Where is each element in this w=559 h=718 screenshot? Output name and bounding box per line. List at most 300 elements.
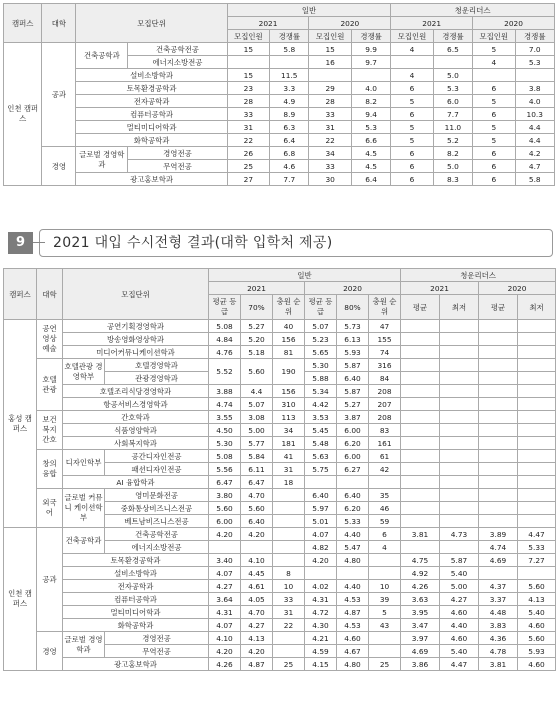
- value-cell: 5.33: [337, 515, 369, 528]
- value-cell: 4.5: [351, 147, 390, 160]
- value-cell: 4.02: [305, 580, 337, 593]
- unit-cell: 경영전공: [128, 147, 227, 160]
- value-cell: 43: [369, 619, 401, 632]
- value-cell: [440, 437, 479, 450]
- value-cell: 33: [227, 108, 269, 121]
- value-cell: [518, 463, 556, 476]
- col-2021: 2021: [227, 17, 309, 30]
- value-cell: [433, 56, 472, 69]
- value-cell: 3.88: [209, 385, 241, 398]
- value-cell: 6.4: [270, 134, 309, 147]
- value-cell: 6.8: [270, 147, 309, 160]
- col-2021: 2021: [401, 282, 479, 295]
- unit-cell: 무역전공: [105, 645, 209, 658]
- value-cell: [518, 515, 556, 528]
- unit-cell: 항공서비스경영학과: [63, 398, 209, 411]
- value-cell: 23: [227, 82, 269, 95]
- value-cell: 6.20: [337, 502, 369, 515]
- table-row: [4, 43, 555, 56]
- table-row: [4, 82, 555, 95]
- unit-cell: 미디어커뮤니케이션학과: [63, 346, 209, 359]
- value-cell: 9.4: [351, 108, 390, 121]
- campus-cell: 홍성 캠퍼스: [4, 320, 37, 528]
- value-cell: 4.60: [440, 606, 479, 619]
- value-cell: 5.27: [337, 398, 369, 411]
- college-cell: 외국 어: [37, 489, 63, 528]
- value-cell: 4.78: [479, 645, 518, 658]
- value-cell: 4.70: [241, 606, 273, 619]
- col-rate: 경쟁률: [270, 30, 309, 43]
- value-cell: 5: [391, 121, 433, 134]
- value-cell: [518, 567, 556, 580]
- table-row: [4, 359, 556, 372]
- value-cell: [440, 411, 479, 424]
- value-cell: 3.40: [209, 554, 241, 567]
- unit-cell: 영미문화전공: [105, 489, 209, 502]
- unit-cell: 중화통상비즈니스전공: [105, 502, 209, 515]
- value-cell: 4.50: [209, 424, 241, 437]
- value-cell: [479, 333, 518, 346]
- value-cell: [479, 372, 518, 385]
- value-cell: 6.5: [433, 43, 472, 56]
- value-cell: 5.20: [241, 333, 273, 346]
- value-cell: [440, 398, 479, 411]
- value-cell: 6.6: [351, 134, 390, 147]
- table-row: [4, 134, 555, 147]
- value-cell: [401, 502, 440, 515]
- value-cell: 33: [309, 108, 351, 121]
- unit-cell: 멀티미디어학과: [63, 606, 209, 619]
- value-cell: [309, 69, 351, 82]
- value-cell: 6.40: [337, 489, 369, 502]
- group-cell: 글로벌 커뮤니 케이션학부: [63, 489, 105, 528]
- value-cell: [401, 515, 440, 528]
- value-cell: [440, 372, 479, 385]
- value-cell: 5: [369, 606, 401, 619]
- value-cell: 4: [369, 541, 401, 554]
- unit-cell: 호텔경영학과: [105, 359, 209, 372]
- table-row: [4, 108, 555, 121]
- college-cell: 보건 복지 간호: [37, 411, 63, 450]
- value-cell: 5.3: [351, 121, 390, 134]
- table-row: [4, 398, 556, 411]
- col-unit: 모집단위: [63, 269, 209, 320]
- value-cell: 4.53: [337, 619, 369, 632]
- value-cell: 4.61: [241, 580, 273, 593]
- table-row: [4, 528, 556, 541]
- value-cell: 33: [273, 593, 305, 606]
- unit-cell: 베트남비즈니스전공: [105, 515, 209, 528]
- value-cell: 5.60: [209, 502, 241, 515]
- value-cell: 59: [369, 515, 401, 528]
- table-row: [4, 450, 556, 463]
- value-cell: [440, 502, 479, 515]
- value-cell: 4.2: [515, 147, 554, 160]
- value-cell: 4.69: [479, 554, 518, 567]
- value-cell: 4.60: [337, 632, 369, 645]
- unit-cell: 간호학과: [63, 411, 209, 424]
- value-cell: 5: [473, 43, 515, 56]
- value-cell: 161: [369, 437, 401, 450]
- table-row: [4, 69, 555, 82]
- value-cell: 6: [473, 147, 515, 160]
- value-cell: 31: [309, 121, 351, 134]
- table-row: [4, 606, 556, 619]
- value-cell: [479, 463, 518, 476]
- value-cell: 4.20: [241, 528, 273, 541]
- table-row: [4, 554, 556, 567]
- value-cell: 47: [369, 320, 401, 333]
- col-2021: 2021: [391, 17, 473, 30]
- value-cell: [440, 424, 479, 437]
- value-cell: 4.27: [209, 580, 241, 593]
- value-cell: 29: [309, 82, 351, 95]
- value-cell: 4.20: [209, 645, 241, 658]
- group-cell: 건축공학과: [63, 528, 105, 554]
- value-cell: 5.45: [305, 424, 337, 437]
- value-cell: 41: [273, 450, 305, 463]
- value-cell: 156: [273, 333, 305, 346]
- value-cell: 9.7: [351, 56, 390, 69]
- value-cell: [518, 424, 556, 437]
- unit-cell: 광고홍보학과: [63, 658, 209, 671]
- college-cell: 경영: [37, 632, 63, 671]
- unit-cell: 방송영화영상학과: [63, 333, 209, 346]
- value-cell: 4.47: [440, 658, 479, 671]
- unit-cell: 토목환경공학과: [76, 82, 227, 95]
- value-cell: [337, 476, 369, 489]
- value-cell: [227, 56, 269, 69]
- unit-cell: 건축공학전공: [128, 43, 227, 56]
- value-cell: 4.20: [305, 554, 337, 567]
- value-cell: 74: [369, 346, 401, 359]
- value-cell: [273, 528, 305, 541]
- value-cell: 46: [369, 502, 401, 515]
- value-cell: 4.0: [351, 82, 390, 95]
- value-cell: 22: [309, 134, 351, 147]
- value-cell: 5.77: [241, 437, 273, 450]
- value-cell: 3.81: [479, 658, 518, 671]
- value-cell: 190: [273, 359, 305, 385]
- value-cell: [273, 632, 305, 645]
- unit-cell: 관광경영학과: [105, 372, 209, 385]
- value-cell: [401, 541, 440, 554]
- col-2020: 2020: [479, 282, 556, 295]
- value-cell: [479, 489, 518, 502]
- value-cell: 4: [473, 56, 515, 69]
- value-cell: 39: [369, 593, 401, 606]
- value-cell: [440, 333, 479, 346]
- value-cell: 35: [369, 489, 401, 502]
- value-cell: 4.92: [401, 567, 440, 580]
- unit-cell: 무역전공: [128, 160, 227, 173]
- col-campus: 캠퍼스: [4, 4, 42, 43]
- value-cell: 207: [369, 398, 401, 411]
- value-cell: 5.75: [305, 463, 337, 476]
- col-general: 일반: [209, 269, 401, 282]
- value-cell: [440, 515, 479, 528]
- table-row: [4, 173, 555, 186]
- value-cell: 4.07: [209, 567, 241, 580]
- value-cell: 5.18: [241, 346, 273, 359]
- value-cell: 25: [227, 160, 269, 173]
- value-cell: [401, 333, 440, 346]
- value-cell: 6: [473, 108, 515, 121]
- value-cell: 40: [273, 320, 305, 333]
- value-cell: 6: [391, 108, 433, 121]
- value-cell: 4.47: [518, 528, 556, 541]
- college-cell: 경영: [42, 147, 76, 186]
- table-row: [4, 632, 556, 645]
- value-cell: [241, 541, 273, 554]
- value-cell: [518, 411, 556, 424]
- value-cell: [518, 359, 556, 372]
- value-cell: 9.9: [351, 43, 390, 56]
- value-cell: 28: [309, 95, 351, 108]
- value-cell: 6: [473, 160, 515, 173]
- value-cell: 5.3: [515, 56, 554, 69]
- section-header: [3, 229, 555, 257]
- section-title: 2021 대입 수시전형 결과(대학 입학처 제공): [53, 235, 333, 251]
- value-cell: [440, 541, 479, 554]
- col-rank: 충원 순위: [273, 295, 305, 320]
- value-cell: [479, 320, 518, 333]
- table-row: [4, 147, 555, 160]
- unit-cell: 공연기획경영학과: [63, 320, 209, 333]
- value-cell: 5.8: [515, 173, 554, 186]
- value-cell: 5.87: [440, 554, 479, 567]
- value-cell: 5.00: [440, 580, 479, 593]
- value-cell: 3.95: [401, 606, 440, 619]
- value-cell: [401, 424, 440, 437]
- value-cell: 6.40: [305, 489, 337, 502]
- value-cell: 5.01: [305, 515, 337, 528]
- value-cell: 4.84: [209, 333, 241, 346]
- col-gold: 청운리더스: [391, 4, 555, 17]
- value-cell: 11.0: [433, 121, 472, 134]
- results-table-top: [3, 3, 555, 186]
- unit-cell: 컴퓨터공학과: [76, 108, 227, 121]
- value-cell: 5.63: [305, 450, 337, 463]
- value-cell: [305, 476, 337, 489]
- value-cell: [401, 320, 440, 333]
- college-cell: 호텔 관광: [37, 359, 63, 411]
- value-cell: 25: [369, 658, 401, 671]
- unit-cell: 사회복지학과: [63, 437, 209, 450]
- value-cell: 10: [273, 580, 305, 593]
- value-cell: 208: [369, 411, 401, 424]
- value-cell: 4.74: [479, 541, 518, 554]
- col-rank: 충원 순위: [369, 295, 401, 320]
- table-row: [4, 411, 556, 424]
- unit-cell: 패션디자인전공: [105, 463, 209, 476]
- value-cell: [401, 450, 440, 463]
- value-cell: [479, 515, 518, 528]
- value-cell: 4.73: [440, 528, 479, 541]
- value-cell: 6.00: [337, 450, 369, 463]
- value-cell: 6: [369, 528, 401, 541]
- value-cell: [479, 476, 518, 489]
- group-cell: 글로벌 경영학과: [76, 147, 128, 173]
- col-80pct: 80%: [337, 295, 369, 320]
- value-cell: 6.4: [351, 173, 390, 186]
- value-cell: 4.9: [270, 95, 309, 108]
- col-2021: 2021: [209, 282, 305, 295]
- value-cell: 4.60: [518, 658, 556, 671]
- value-cell: 16: [309, 56, 351, 69]
- value-cell: 4.76: [209, 346, 241, 359]
- value-cell: 5.0: [433, 69, 472, 82]
- value-cell: 4.36: [479, 632, 518, 645]
- value-cell: 5.97: [305, 502, 337, 515]
- value-cell: 4.26: [209, 658, 241, 671]
- value-cell: 4.13: [241, 632, 273, 645]
- value-cell: [440, 320, 479, 333]
- col-rate: 경쟁률: [515, 30, 554, 43]
- value-cell: [369, 476, 401, 489]
- value-cell: 4.6: [270, 160, 309, 173]
- unit-cell: AI 융합학과: [63, 476, 209, 489]
- value-cell: 4: [391, 69, 433, 82]
- value-cell: 4.69: [401, 645, 440, 658]
- col-rate: 경쟁률: [351, 30, 390, 43]
- table-row: [4, 619, 556, 632]
- value-cell: [479, 411, 518, 424]
- value-cell: [440, 385, 479, 398]
- value-cell: 5.60: [518, 580, 556, 593]
- value-cell: 4.31: [305, 593, 337, 606]
- college-cell: 공연 영상 예술: [37, 320, 63, 359]
- value-cell: 3.81: [401, 528, 440, 541]
- value-cell: [401, 385, 440, 398]
- value-cell: [273, 541, 305, 554]
- value-cell: 25: [273, 658, 305, 671]
- value-cell: 7.7: [270, 173, 309, 186]
- value-cell: 6.3: [270, 121, 309, 134]
- unit-cell: 설비소방학과: [76, 69, 227, 82]
- value-cell: [440, 463, 479, 476]
- value-cell: [273, 489, 305, 502]
- value-cell: 5.48: [305, 437, 337, 450]
- value-cell: 5.87: [337, 359, 369, 372]
- unit-cell: 전자공학과: [76, 95, 227, 108]
- value-cell: [401, 476, 440, 489]
- value-cell: 10.3: [515, 108, 554, 121]
- unit-cell: 컴퓨터공학과: [63, 593, 209, 606]
- value-cell: 4.10: [241, 554, 273, 567]
- col-gold: 청운리더스: [401, 269, 556, 282]
- value-cell: 5.40: [440, 567, 479, 580]
- table-row: [4, 424, 556, 437]
- value-cell: [518, 346, 556, 359]
- value-cell: 6.0: [433, 95, 472, 108]
- value-cell: [479, 567, 518, 580]
- value-cell: 4.42: [305, 398, 337, 411]
- value-cell: 4.40: [337, 528, 369, 541]
- value-cell: [479, 424, 518, 437]
- value-cell: 8.2: [351, 95, 390, 108]
- value-cell: [440, 476, 479, 489]
- value-cell: 6: [473, 82, 515, 95]
- value-cell: 4.05: [241, 593, 273, 606]
- value-cell: 4.4: [515, 121, 554, 134]
- value-cell: [401, 437, 440, 450]
- value-cell: 4.87: [337, 606, 369, 619]
- table-row: [4, 658, 556, 671]
- value-cell: 27: [227, 173, 269, 186]
- col-quota: 모집인원: [309, 30, 351, 43]
- value-cell: 5.33: [518, 541, 556, 554]
- value-cell: [305, 567, 337, 580]
- value-cell: 155: [369, 333, 401, 346]
- table-row: [4, 121, 555, 134]
- value-cell: 5.60: [241, 359, 273, 385]
- table-row: [4, 437, 556, 450]
- value-cell: 6.11: [241, 463, 273, 476]
- unit-cell: 건축공학전공: [105, 528, 209, 541]
- value-cell: [369, 632, 401, 645]
- value-cell: 5.8: [270, 43, 309, 56]
- group-cell: 디자인학부: [63, 450, 105, 476]
- col-campus: 캠퍼스: [4, 269, 37, 320]
- value-cell: 81: [273, 346, 305, 359]
- value-cell: [518, 437, 556, 450]
- value-cell: 3.89: [479, 528, 518, 541]
- value-cell: [273, 645, 305, 658]
- value-cell: 5: [473, 134, 515, 147]
- value-cell: 6.47: [241, 476, 273, 489]
- value-cell: [273, 554, 305, 567]
- table-row: [4, 95, 555, 108]
- table-row: [4, 580, 556, 593]
- value-cell: 5.52: [209, 359, 241, 385]
- value-cell: [440, 346, 479, 359]
- value-cell: 208: [369, 385, 401, 398]
- unit-cell: 화학공학과: [63, 619, 209, 632]
- value-cell: 84: [369, 372, 401, 385]
- value-cell: [440, 489, 479, 502]
- value-cell: 4.40: [440, 619, 479, 632]
- value-cell: [479, 385, 518, 398]
- value-cell: [473, 69, 515, 82]
- college-cell: 창의 융합: [37, 450, 63, 489]
- value-cell: 3.53: [305, 411, 337, 424]
- unit-cell: 화학공학과: [76, 134, 227, 147]
- value-cell: 5.00: [241, 424, 273, 437]
- value-cell: 5: [473, 121, 515, 134]
- value-cell: [401, 489, 440, 502]
- value-cell: 6.13: [337, 333, 369, 346]
- value-cell: [270, 56, 309, 69]
- value-cell: 5.27: [241, 320, 273, 333]
- value-cell: 3.55: [209, 411, 241, 424]
- value-cell: 4.70: [241, 489, 273, 502]
- value-cell: 4.26: [401, 580, 440, 593]
- value-cell: 5.23: [305, 333, 337, 346]
- value-cell: [518, 320, 556, 333]
- unit-cell: 설비소방학과: [63, 567, 209, 580]
- group-cell: 호텔관광 경영학부: [63, 359, 105, 385]
- value-cell: 4.59: [305, 645, 337, 658]
- group-cell: 글로벌 경영학과: [63, 632, 105, 658]
- value-cell: 5.07: [305, 320, 337, 333]
- value-cell: 61: [369, 450, 401, 463]
- col-general: 일반: [227, 4, 391, 17]
- value-cell: 4.80: [337, 554, 369, 567]
- col-2020: 2020: [473, 17, 555, 30]
- section-number-badge: 9: [8, 232, 33, 254]
- value-cell: 33: [309, 160, 351, 173]
